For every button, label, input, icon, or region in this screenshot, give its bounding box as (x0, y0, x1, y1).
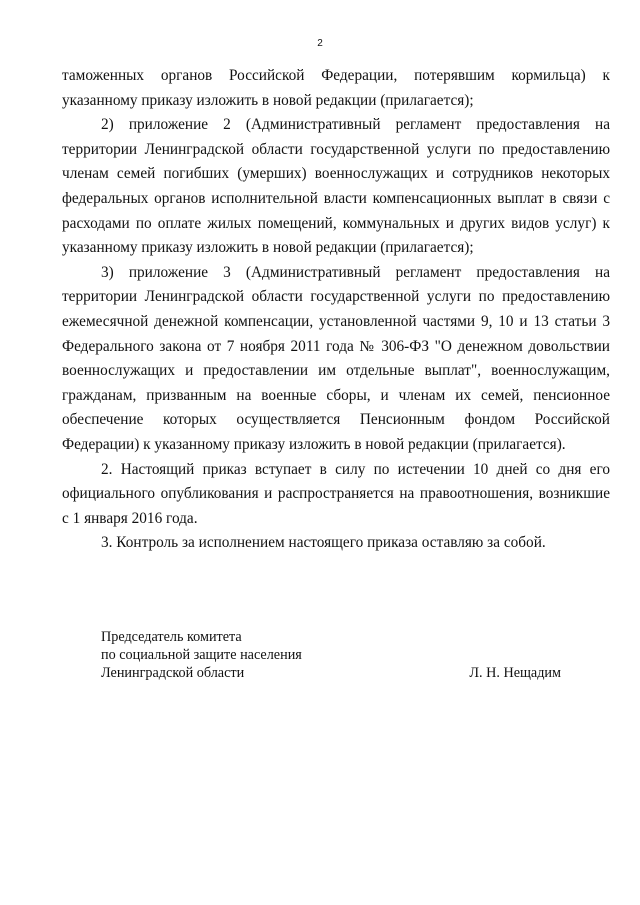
document-body (62, 64, 610, 556)
paragraph-item-2: 2) приложение 2 (Административный регламент предоставления на территории Ленинградской области государственной услуги по предоставлению членам семей погибших (умерших) военнослужащих и сотрудников некоторых федеральных органов исполнительной власти компенсационных выплат в связи с расходами по оплате жилых помещений, коммунальных и других видов услуг) к указанному приказу изложить в новой редакции (прилагается); (62, 116, 610, 257)
signer-name: Л. Н. Нещадим (469, 665, 561, 681)
paragraph-continuation: таможенных органов Российской Федерации, потерявшим кормильца) к указанному приказу изложить в новой редакции (прилагается); (62, 67, 610, 109)
signer-title-line-3: Ленинградской области (101, 665, 245, 681)
paragraph-clause-3: 3. Контроль за исполнением настоящего приказа оставляю за собой. (101, 534, 546, 552)
paragraph-item-3: 3) приложение 3 (Административный регламент предоставления на территории Ленинградской области государственной услуги по предоставлению ежемесячной денежной компенсации, установленной частями 9, 10 и 13 статьи 3 Федерального закона от 7 ноября 2011 года № 306-ФЗ "О денежном довольствии военнослужащих и предоставлении им отдельные выплат", военнослужащим, гражданам, призванным на военные сборы, и членам их семей, пенсионное обеспечение которых осуществляется Пенсионным фондом Российской Федерации) к указанному приказу изложить в новой редакции (прилагается). (62, 263, 610, 453)
signature-block (101, 628, 561, 682)
page-number: 2 (317, 38, 323, 49)
signer-title-line-3-row (101, 664, 561, 682)
paragraph-clause-2: 2. Настоящий приказ вступает в силу по истечении 10 дней со дня его официального опубликования и распространяется на правоотношения, возникшие с 1 января 2016 года. (62, 460, 610, 527)
signer-title-line-2: по социальной защите населения (101, 647, 302, 663)
signer-title-line-1: Председатель комитета (101, 629, 242, 645)
